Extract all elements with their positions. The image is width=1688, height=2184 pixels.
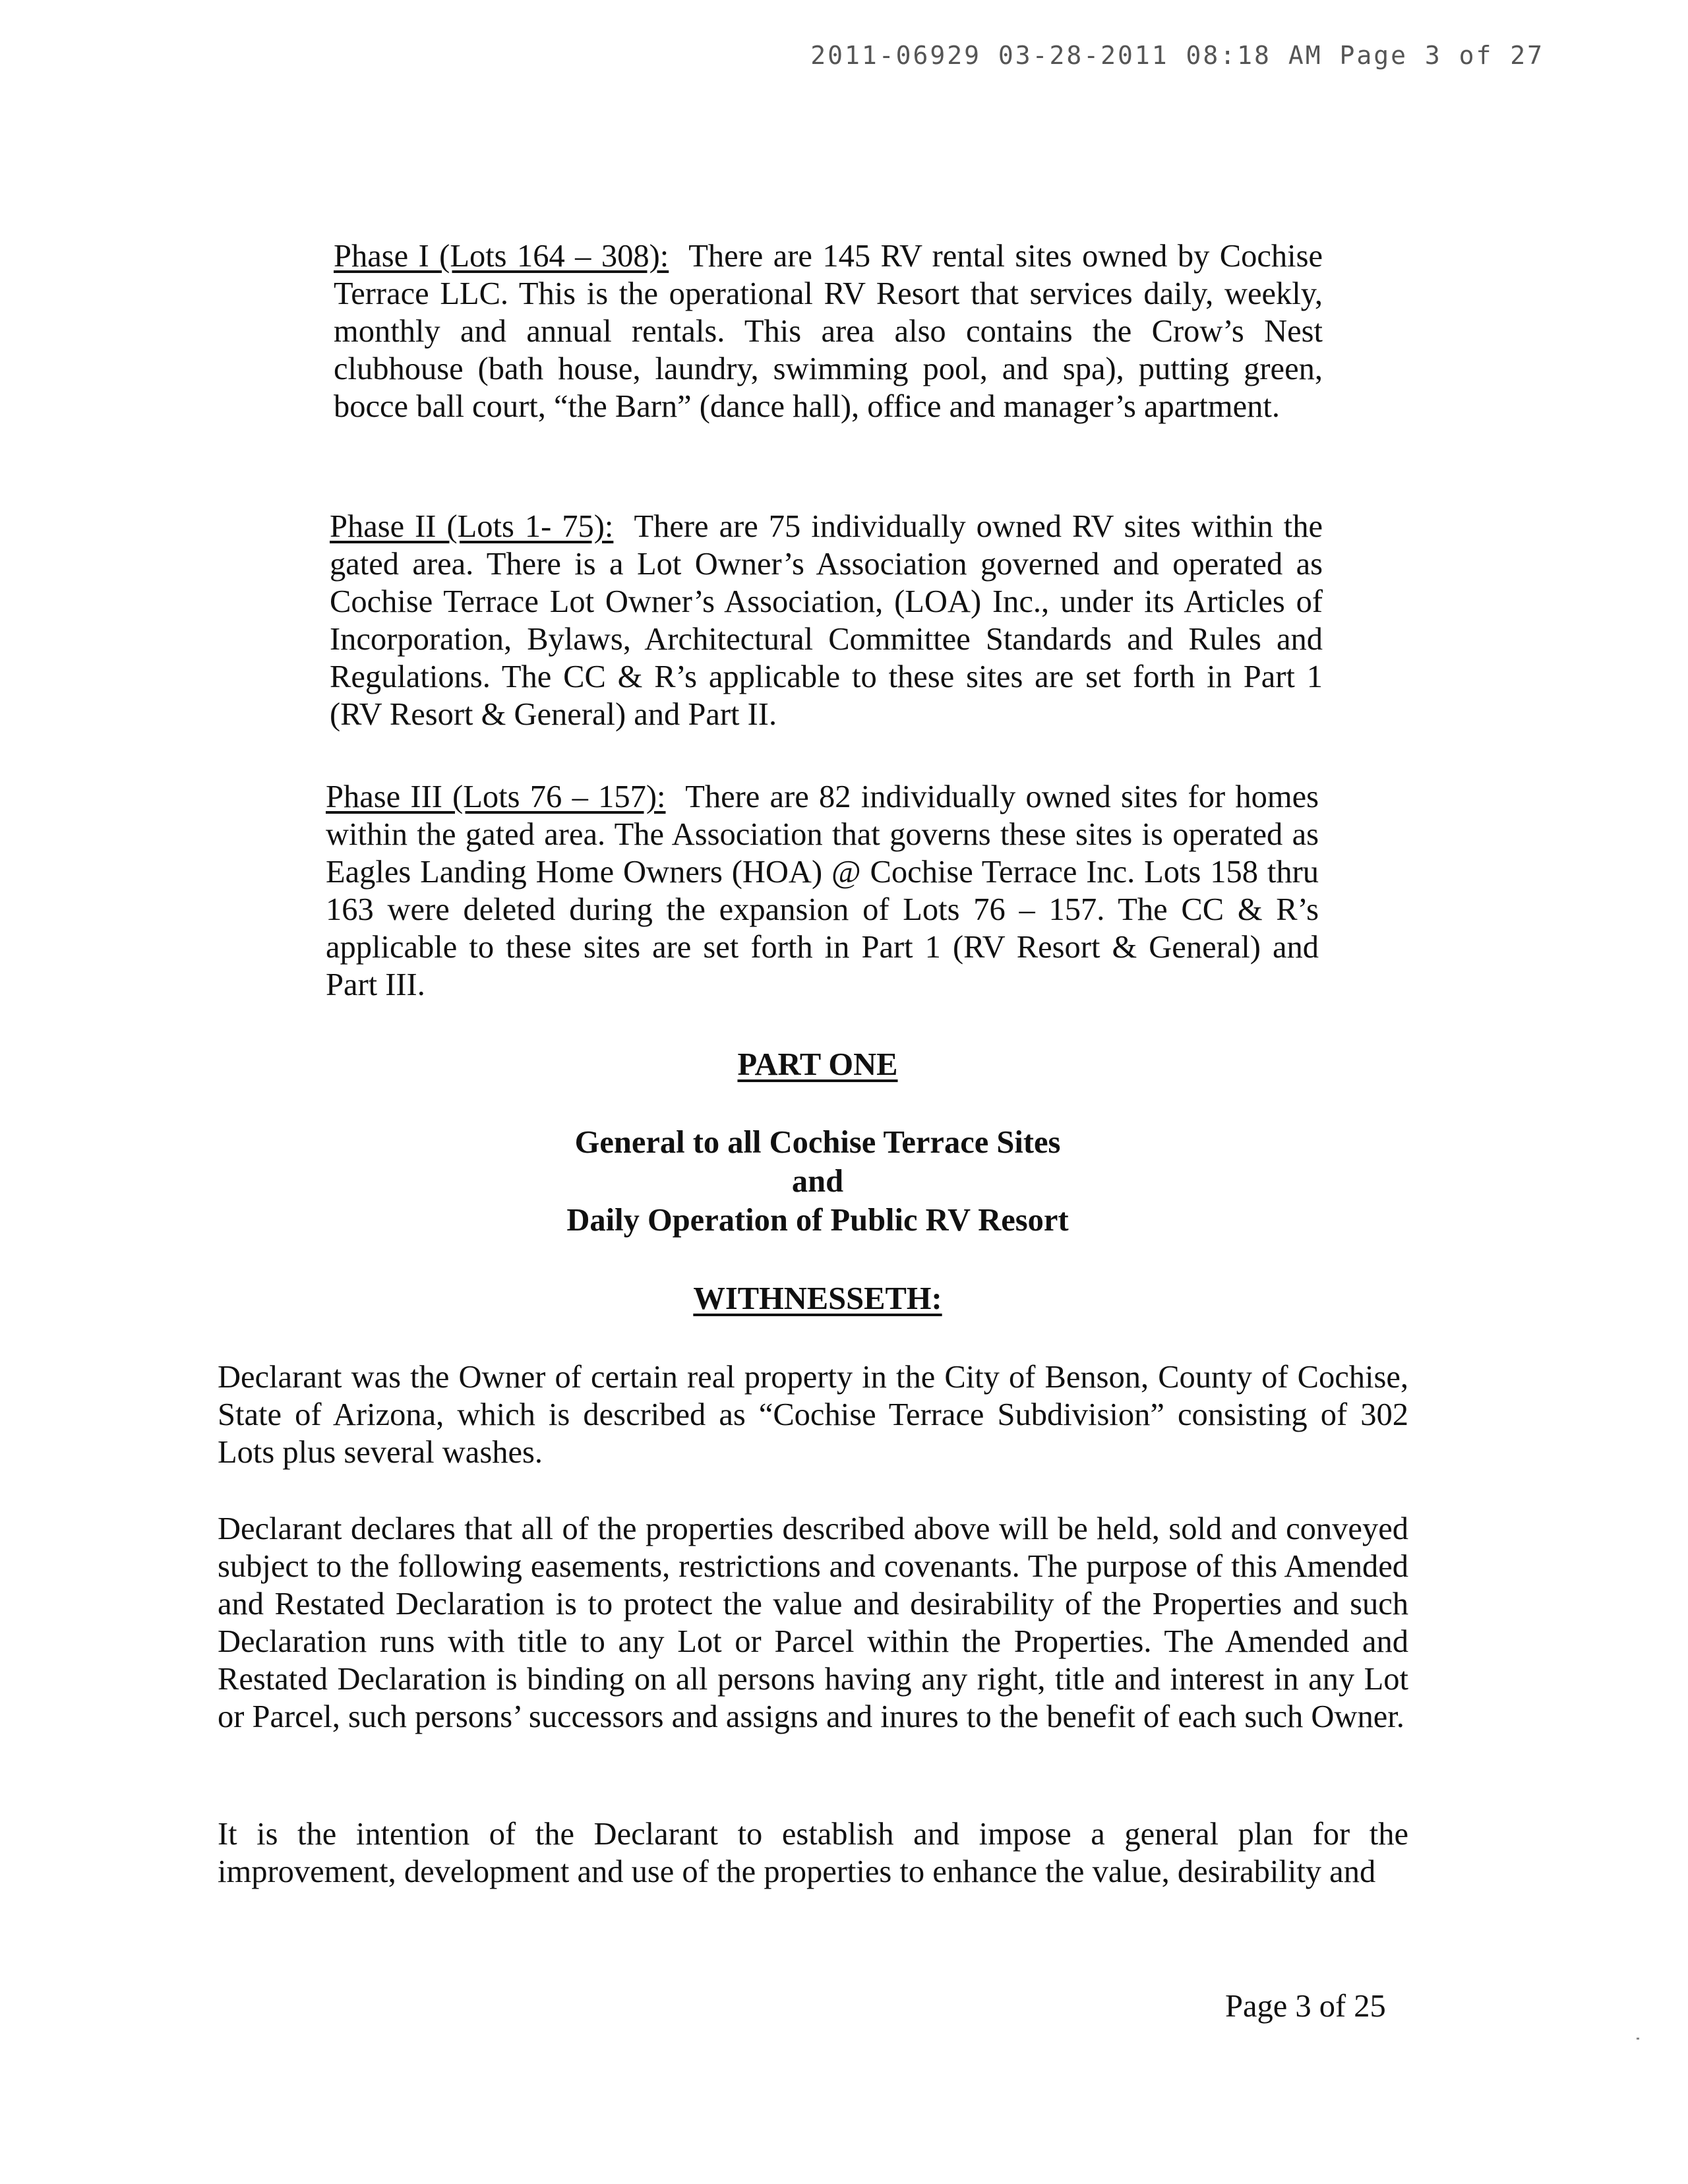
body-paragraph-3: It is the intention of the Declarant to establish and impose a general plan for the improvement, development and use of the properties to enhance the value, desirability and <box>218 1817 1408 1889</box>
phase-3-paragraph <box>326 778 1319 1004</box>
body-paragraph-1: Declarant was the Owner of certain real property in the City of Benson, County of Cochise, State of Arizona, which is described as “Cochise Terrace Subdivision” consisting of 302 Lots plus several washes. <box>218 1360 1408 1470</box>
phase-3-heading: Phase III (Lots 76 – 157): <box>326 779 666 814</box>
witness-heading: WITHNESSETH: <box>693 1281 942 1316</box>
phase-3-text: There are 82 individually owned sites for homes within the gated area. The Association that governs these sites is operated as Eagles Landing Home Owners (HOA) @ Cochise Terrace Inc. Lots 158 thru 163 were deleted during the expansion of Lots 76 – 157. The CC & R’s applicable to these sites are set forth in Part 1 (RV Resort & General) and Part III. <box>326 779 1319 1002</box>
part-title: PART ONE <box>737 1047 898 1082</box>
phase-2-text: There are 75 individually owned RV sites within the gated area. There is a Lot Owner’s Association governed and operated as Cochise Terrace Lot Owner’s Association, (LOA) Inc., under its Articles of Incorporation, Bylaws, Architectural Committee Standards and Rules and Regulations. The CC & R’s applicable to these sites are set forth in Part 1 (RV Resort & General) and Part II. <box>330 509 1323 732</box>
page-number-footer: Page 3 of 25 <box>1225 1989 1386 2024</box>
phase-2-heading: Phase II (Lots 1- 75): <box>330 509 614 544</box>
fax-header: 2011-06929 03-28-2011 08:18 AM Page 3 of 27 <box>810 41 1544 70</box>
phase-2-paragraph <box>330 508 1323 733</box>
part-subtitle <box>0 1123 1635 1240</box>
phase-1-heading: Phase I (Lots 164 – 308): <box>334 239 669 274</box>
subtitle-line-3: Daily Operation of Public RV Resort <box>566 1203 1069 1238</box>
phase-1-paragraph <box>334 237 1323 425</box>
phase-1-text: There are 145 RV rental sites owned by Cochise Terrace LLC. This is the operational RV Resort that services daily, weekly, monthly and annual rentals. This area also contains the Crow’s Nest clubhouse (bath house, laundry, swimming pool, and spa), putting green, bocce ball court, “the Barn” (dance hall), office and manager’s apartment. <box>334 239 1323 424</box>
body-paragraph-2: Declarant declares that all of the properties described above will be held, sold and conveyed subject to the following easements, restrictions and covenants. The purpose of this Amended and Restated Declaration is to protect the value and desirability of the Properties and such Declaration runs with title to any Lot or Parcel within the Properties. The Amended and Restated Declaration is binding on all persons having any right, title and interest in any Lot or Parcel, such persons’ successors and assigns and inures to the benefit of each such Owner. <box>218 1511 1408 1734</box>
scan-speck <box>1637 2038 1639 2040</box>
subtitle-line-2: and <box>791 1164 844 1199</box>
subtitle-line-1: General to all Cochise Terrace Sites <box>574 1125 1061 1160</box>
